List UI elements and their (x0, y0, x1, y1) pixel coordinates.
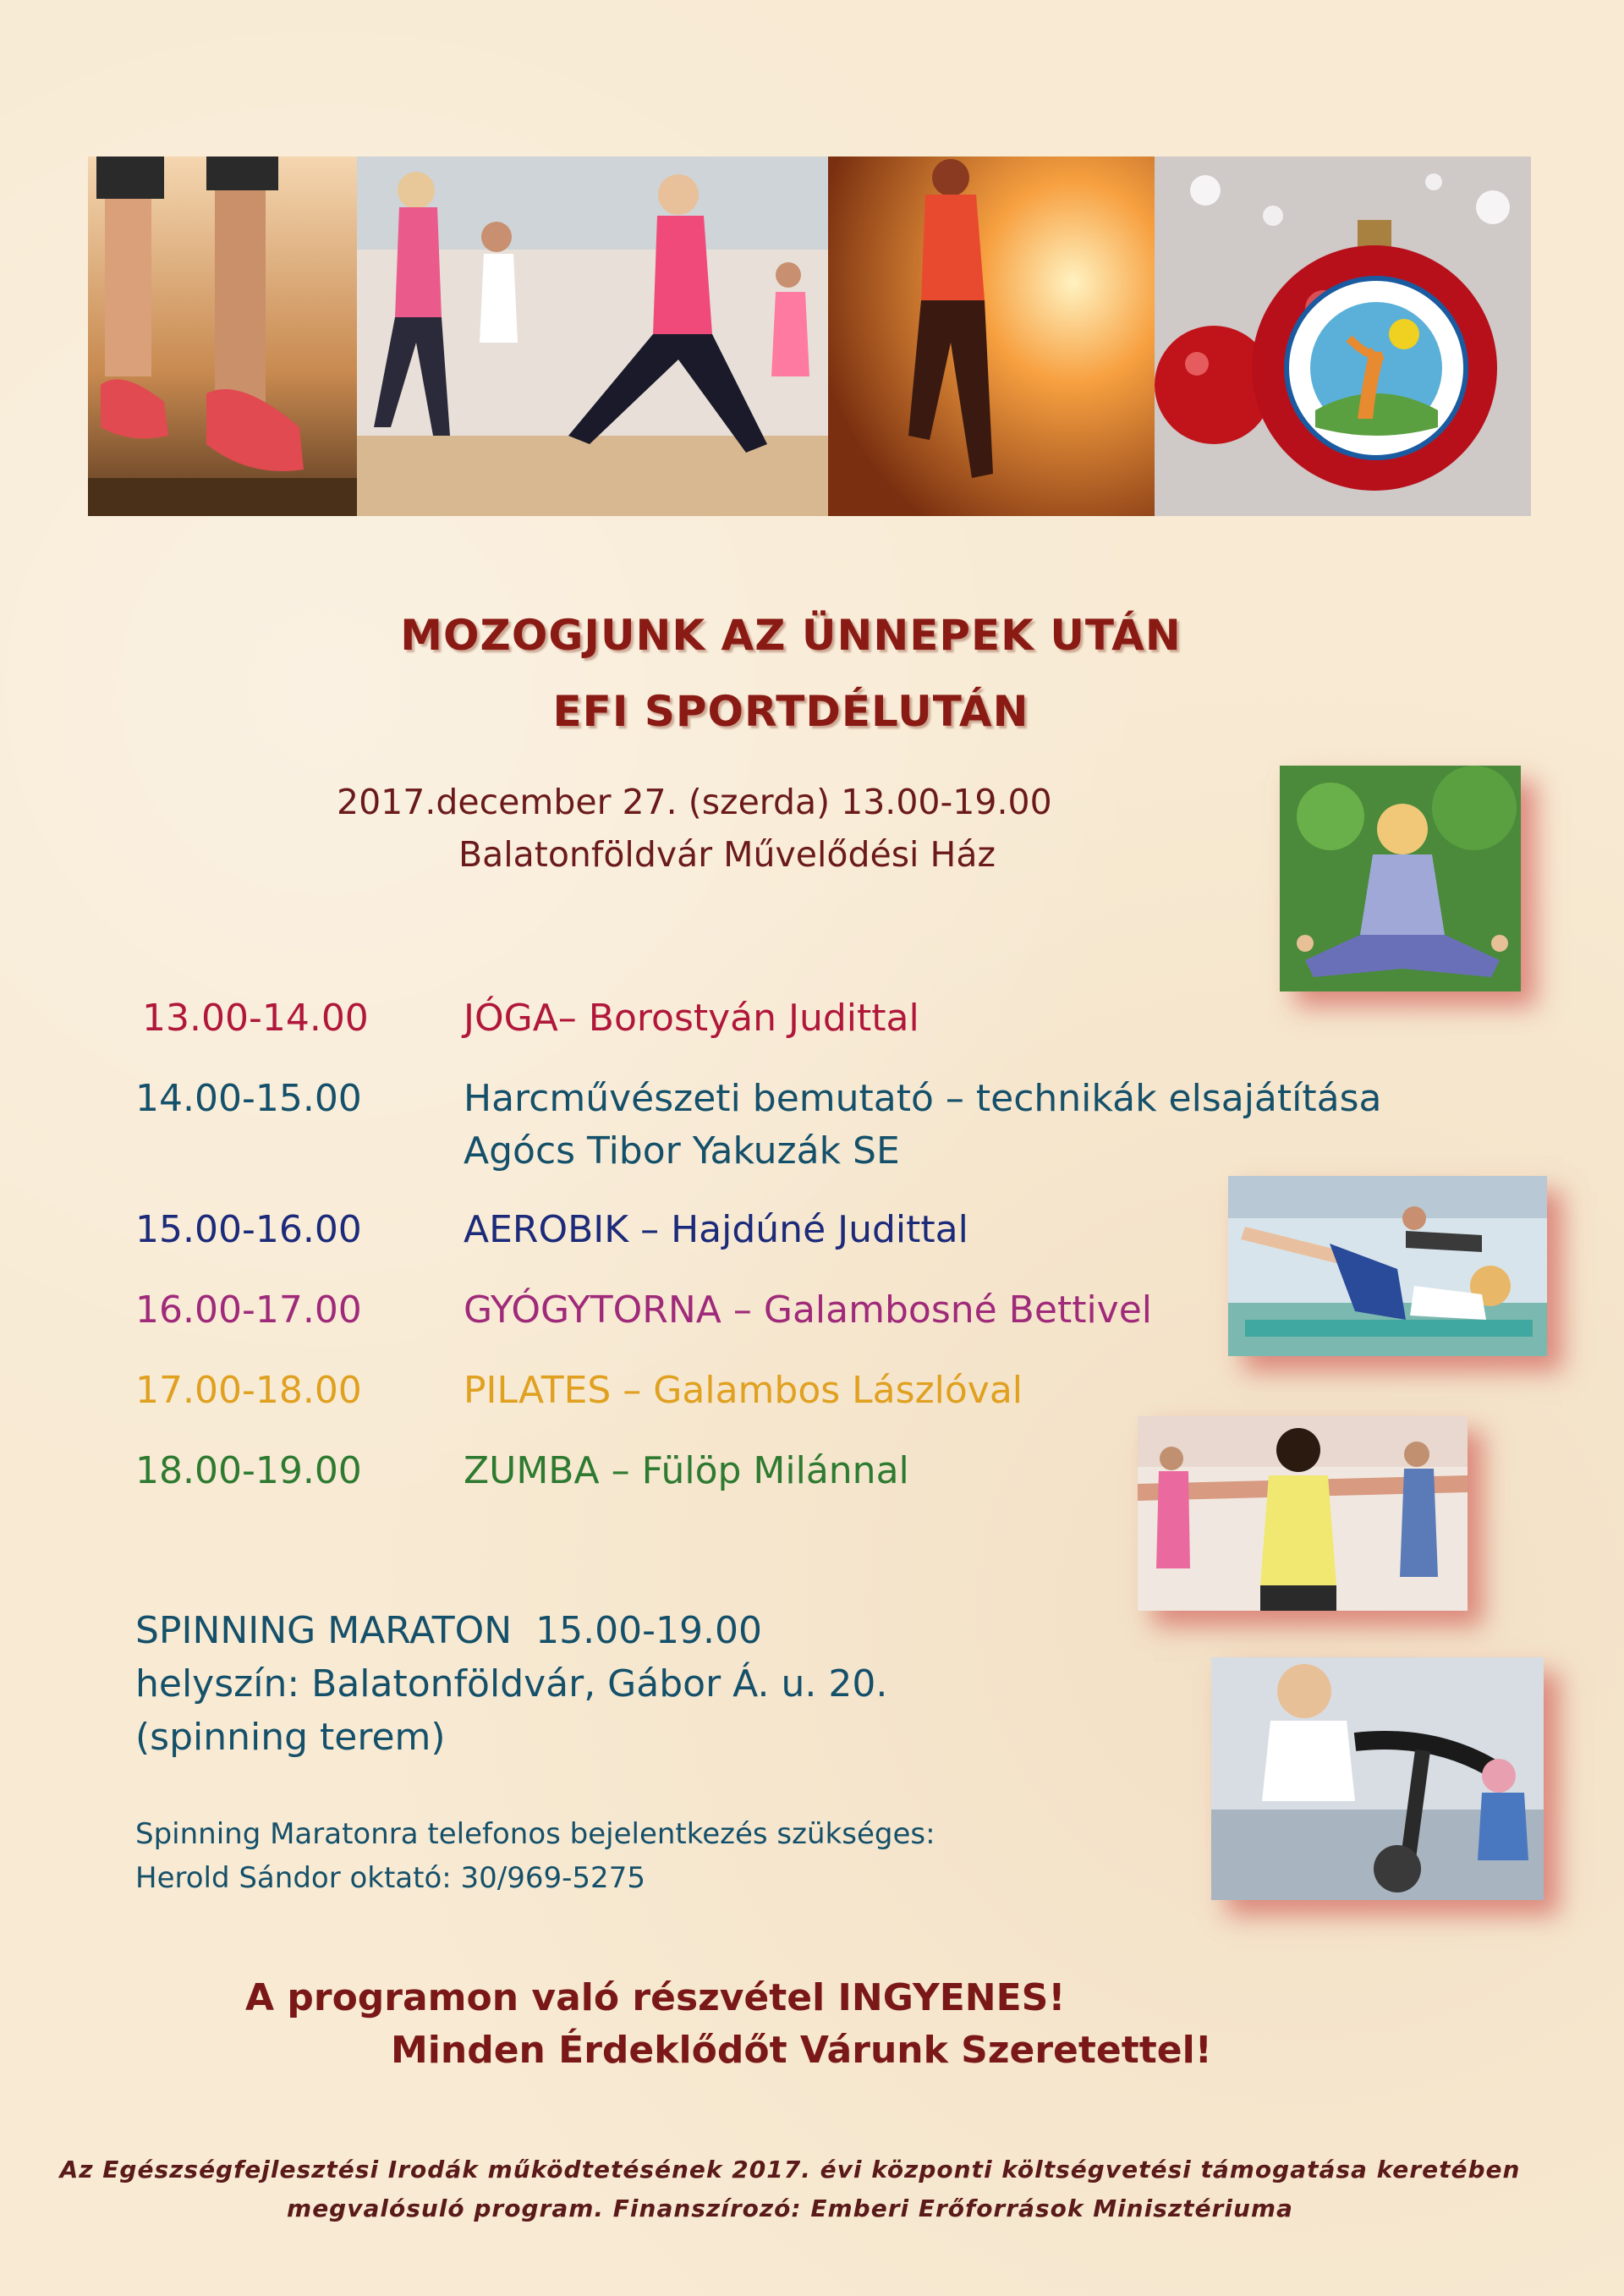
footer-line-2: megvalósuló program. Finanszírozó: Emberi Erőforrások Minisztériuma (287, 2194, 1293, 2222)
schedule-time-6: 18.00-19.00 (135, 1449, 362, 1492)
yoga-photo (1280, 766, 1521, 991)
title-line-1: MOZOGJUNK AZ ÜNNEPEK UTÁN (400, 611, 1182, 660)
schedule-activity-5: PILATES – Galambos Lászlóval (464, 1369, 1023, 1412)
event-venue: Balatonföldvár Művelődési Ház (458, 834, 996, 875)
closing-line-1: A programon való részvétel INGYENES! (245, 1976, 1066, 2019)
schedule-time-2: 14.00-15.00 (135, 1077, 362, 1120)
spinning-location: helyszín: Balatonföldvár, Gábor Á. u. 20. (135, 1662, 888, 1706)
schedule-time-5: 17.00-18.00 (135, 1369, 362, 1412)
schedule-time-1: 13.00-14.00 (142, 997, 369, 1040)
spinning-title: SPINNING MARATON 15.00-19.00 (135, 1609, 762, 1652)
schedule-activity-4: GYÓGYTORNA – Galambosné Bettivel (464, 1288, 1152, 1332)
schedule-activity-6: ZUMBA – Fülöp Milánnal (464, 1449, 909, 1492)
schedule-activity-3: AEROBIK – Hajdúné Judittal (464, 1208, 968, 1251)
banner-photo-aerobic-class (357, 157, 828, 516)
zumba-photo (1138, 1416, 1468, 1611)
spinning-photo (1211, 1657, 1544, 1900)
schedule-activity-2-line-2: Agócs Tibor Yakuzák SE (464, 1129, 900, 1173)
spinning-note-2: Herold Sándor oktató: 30/969-5275 (135, 1861, 645, 1895)
banner-photo-christmas-ornament (1155, 157, 1531, 516)
closing-line-2: Minden Érdeklődőt Várunk Szeretettel! (391, 2029, 1212, 2072)
banner-photo-running-feet (88, 157, 357, 516)
title-line-2: EFI SPORTDÉLUTÁN (552, 687, 1029, 736)
schedule-activity-2: Harcművészeti bemutató – technikák elsajátítása (464, 1077, 1382, 1120)
pilates-photo (1228, 1176, 1547, 1356)
schedule-activity-1: JÓGA– Borostyán Judittal (464, 997, 919, 1040)
schedule-time-4: 16.00-17.00 (135, 1288, 362, 1332)
schedule-time-3: 15.00-16.00 (135, 1208, 362, 1251)
event-date: 2017.december 27. (szerda) 13.00-19.00 (337, 782, 1052, 822)
banner-photo-sunset-runner (828, 157, 1155, 516)
spinning-room: (spinning terem) (135, 1716, 446, 1759)
spinning-note-1: Spinning Maratonra telefonos bejelentkezés szükséges: (135, 1817, 935, 1851)
footer-line-1: Az Egészségfejlesztési Irodák működtetésének 2017. évi központi költségvetési támogatása keretében (59, 2156, 1521, 2183)
